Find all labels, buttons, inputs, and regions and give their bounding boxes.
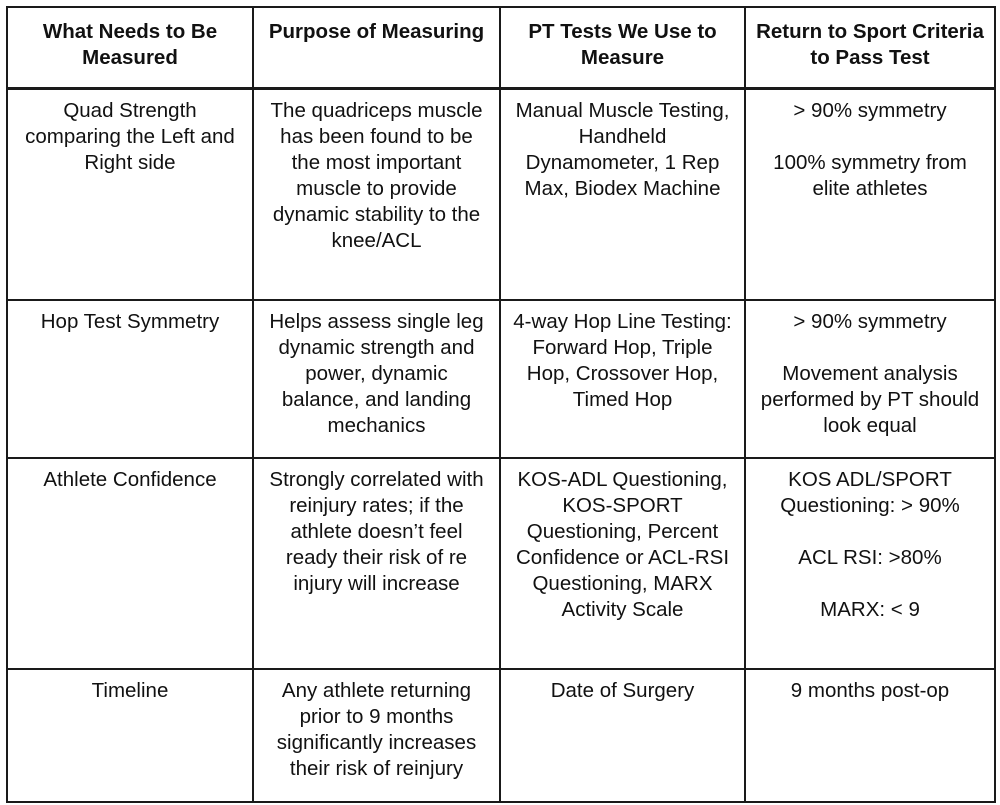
measure-cell: Quad Strength comparing the Left and Right side xyxy=(7,89,253,301)
table-row xyxy=(7,669,995,802)
measure-cell: Athlete Confidence xyxy=(7,458,253,669)
tests-cell: 4-way Hop Line Testing: Forward Hop, Triple Hop, Crossover Hop, Timed Hop xyxy=(500,300,745,458)
table-row xyxy=(7,458,995,669)
tests-cell: Date of Surgery xyxy=(500,669,745,802)
criteria-line: Movement analysis performed by PT should look equal xyxy=(760,362,980,437)
table-row xyxy=(7,89,995,301)
tests-cell: Manual Muscle Testing, Handheld Dynamometer, 1 Rep Max, Biodex Machine xyxy=(500,89,745,301)
criteria-cell xyxy=(745,89,995,301)
header-pt-tests: PT Tests We Use to Measure xyxy=(500,7,745,89)
criteria-line: 100% symmetry from elite athletes xyxy=(773,151,967,200)
purpose-cell: Any athlete returning prior to 9 months significantly increases their risk of reinjury xyxy=(253,669,500,802)
criteria-line: 9 months post-op xyxy=(790,679,950,702)
measure-cell: Hop Test Symmetry xyxy=(7,300,253,458)
criteria-line: ACL RSI: >80% xyxy=(798,546,942,569)
header-purpose: Purpose of Measuring xyxy=(253,7,500,89)
criteria-line: > 90% symmetry xyxy=(793,310,947,333)
criteria-cell xyxy=(745,458,995,669)
criteria-cell xyxy=(745,669,995,802)
criteria-cell xyxy=(745,300,995,458)
purpose-cell: Strongly correlated with reinjury rates; if the athlete doesn’t feel ready their risk of re injury will increase xyxy=(253,458,500,669)
criteria-line: MARX: < 9 xyxy=(820,598,920,621)
criteria-line: KOS ADL/SPORT Questioning: > 90% xyxy=(780,468,960,517)
tests-cell: KOS-ADL Questioning, KOS-SPORT Questioning, Percent Confidence or ACL-RSI Questioning, MARX Activity Scale xyxy=(500,458,745,669)
rts-criteria-table xyxy=(6,6,996,803)
purpose-cell: The quadriceps muscle has been found to be the most important muscle to provide dynamic stability to the knee/ACL xyxy=(253,89,500,301)
criteria-line: > 90% symmetry xyxy=(793,99,947,122)
header-what-measured: What Needs to Be Measured xyxy=(7,7,253,89)
header-rts-criteria: Return to Sport Criteria to Pass Test xyxy=(745,7,995,89)
table-row xyxy=(7,300,995,458)
purpose-cell: Helps assess single leg dynamic strength and power, dynamic balance, and landing mechanics xyxy=(253,300,500,458)
header-row xyxy=(7,7,995,89)
measure-cell: Timeline xyxy=(7,669,253,802)
